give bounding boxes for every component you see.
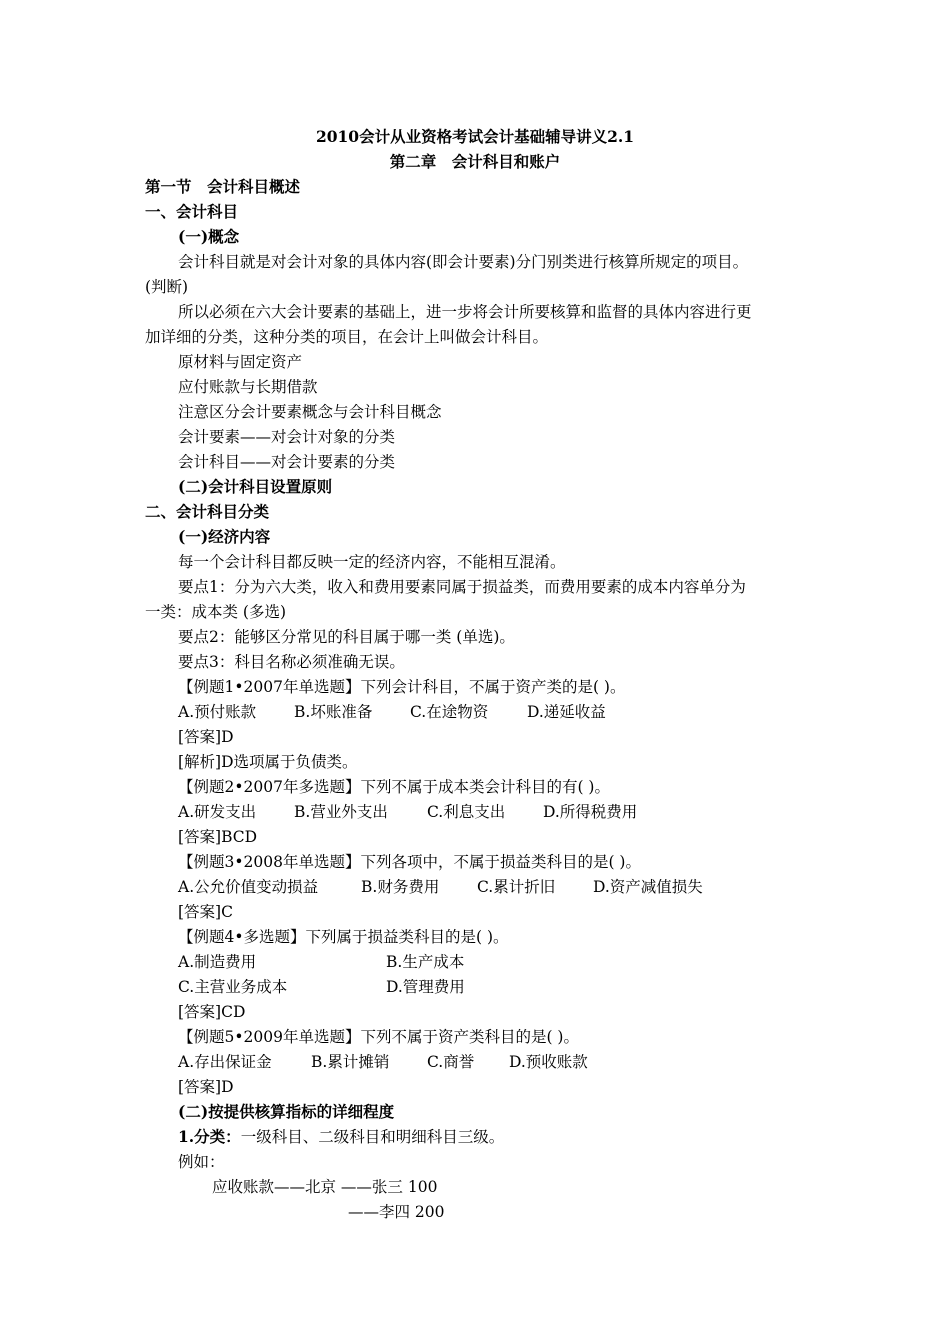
heading-setting-principles: (二)会计科目设置原则 bbox=[178, 477, 333, 496]
q3-option-b: B.财务费用 bbox=[361, 878, 440, 896]
q5-answer: [答案]D bbox=[178, 1078, 234, 1096]
heading-economic-content: (一)经济内容 bbox=[178, 527, 271, 546]
section-heading: 第一节 会计科目概述 bbox=[145, 177, 301, 196]
q3-answer: [答案]C bbox=[178, 903, 233, 921]
paragraph-reason-line2: 加详细的分类，这种分类的项目，在会计上叫做会计科目。 bbox=[145, 328, 549, 346]
example-label: 例如： bbox=[178, 1153, 225, 1171]
point1-line2: 一类：成本类 (多选) bbox=[145, 603, 287, 621]
heading-detail-level: (二)按提供核算指标的详细程度 bbox=[178, 1102, 395, 1121]
q3-stem: 【例题3•2008年单选题】下列各项中，不属于损益类科目的是( )。 bbox=[178, 853, 641, 871]
document-title: 2010会计从业资格考试会计基础辅导讲义2.1 bbox=[315, 127, 635, 146]
q4-stem: 【例题4•多选题】下列属于损益类科目的是( )。 bbox=[178, 928, 509, 946]
q4-option-b: B.生产成本 bbox=[386, 953, 465, 971]
q2-option-a: A.研发支出 bbox=[178, 803, 257, 821]
q3-option-a: A.公允价值变动损益 bbox=[178, 878, 319, 896]
point1-line1: 要点1：分为六大类，收入和费用要素同属于损益类，而费用要素的成本内容单分为 bbox=[178, 578, 746, 596]
q4-answer: [答案]CD bbox=[178, 1003, 246, 1021]
example-payable: 应付账款与长期借款 bbox=[178, 378, 318, 396]
q3-option-c: C.累计折旧 bbox=[477, 878, 556, 896]
q1-option-d: D.递延收益 bbox=[527, 703, 606, 721]
note-line2: 会计要素——对会计对象的分类 bbox=[178, 428, 396, 446]
q1-analysis: [解析]D选项属于负债类。 bbox=[178, 753, 358, 771]
classification-label: 1.分类： bbox=[178, 1127, 241, 1146]
example-material: 原材料与固定资产 bbox=[178, 353, 303, 371]
q2-option-c: C.利息支出 bbox=[427, 803, 506, 821]
note-line1: 注意区分会计要素概念与会计科目概念 bbox=[178, 403, 442, 421]
q3-option-d: D.资产减值损失 bbox=[593, 878, 703, 896]
heading-accounting-subjects: 一、会计科目 bbox=[145, 202, 239, 221]
note-line3: 会计科目——对会计要素的分类 bbox=[178, 453, 396, 471]
q2-stem: 【例题2•2007年多选题】下列不属于成本类会计科目的有( )。 bbox=[178, 778, 610, 796]
q5-stem: 【例题5•2009年单选题】下列不属于资产类科目的是( )。 bbox=[178, 1028, 579, 1046]
q1-option-b: B.坏账准备 bbox=[294, 703, 373, 721]
heading-classification: 二、会计科目分类 bbox=[145, 502, 270, 521]
paragraph-definition-line1: 会计科目就是对会计对象的具体内容(即会计要素)分门别类进行核算所规定的项目。 bbox=[178, 253, 749, 271]
example-line1: 应收账款——北京 ——张三 100 bbox=[212, 1178, 438, 1196]
q1-answer: [答案]D bbox=[178, 728, 234, 746]
paragraph-reason-line1: 所以必须在六大会计要素的基础上，进一步将会计所要核算和监督的具体内容进行更 bbox=[178, 303, 752, 321]
point2: 要点2：能够区分常见的科目属于哪一类 (单选)。 bbox=[178, 628, 515, 646]
q1-option-c: C.在途物资 bbox=[410, 703, 489, 721]
q1-option-a: A.预付账款 bbox=[178, 703, 257, 721]
chapter-heading: 第二章 会计科目和账户 bbox=[389, 152, 561, 171]
q4-option-c: C.主营业务成本 bbox=[178, 978, 288, 996]
example-line2: ——李四 200 bbox=[348, 1203, 445, 1221]
paragraph-economic: 每一个会计科目都反映一定的经济内容，不能相互混淆。 bbox=[178, 553, 566, 571]
q1-stem: 【例题1•2007年单选题】下列会计科目，不属于资产类的是( )。 bbox=[178, 678, 626, 696]
q5-option-c: C.商誉 bbox=[427, 1053, 475, 1071]
heading-concept: (一)概念 bbox=[178, 227, 240, 246]
q4-option-d: D.管理费用 bbox=[386, 978, 465, 996]
point3: 要点3：科目名称必须准确无误。 bbox=[178, 653, 405, 671]
q2-answer: [答案]BCD bbox=[178, 828, 258, 846]
q2-option-b: B.营业外支出 bbox=[294, 803, 388, 821]
paragraph-definition-line2: (判断) bbox=[145, 278, 189, 296]
q5-option-b: B.累计摊销 bbox=[311, 1053, 390, 1071]
classification-line bbox=[178, 1127, 504, 1147]
q2-option-d: D.所得税费用 bbox=[543, 803, 638, 821]
q5-option-a: A.存出保证金 bbox=[178, 1053, 272, 1071]
classification-text: 一级科目、二级科目和明细科目三级。 bbox=[240, 1128, 505, 1146]
q5-option-d: D.预收账款 bbox=[509, 1053, 588, 1071]
q4-option-a: A.制造费用 bbox=[178, 953, 257, 971]
